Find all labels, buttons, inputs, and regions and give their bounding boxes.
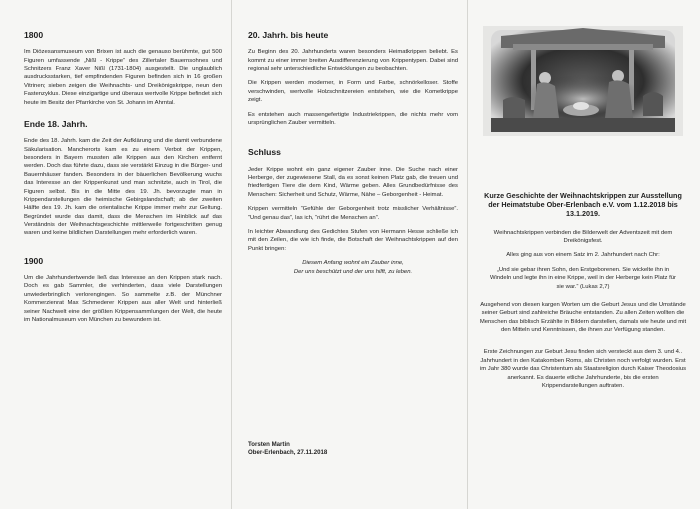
poem <box>248 259 458 276</box>
panel-left <box>24 0 222 509</box>
heading-1800: 1800 <box>24 30 44 40</box>
text-20-jahrh-c: Es entstehen auch massengefertigte Industriekrippen, die nichts mehr vom ursprünglichen Zauber vermitteln. <box>248 111 458 126</box>
panel-right <box>479 0 687 509</box>
fold-line-right <box>467 0 468 509</box>
brochure-title: Kurze Geschichte der Weihnachtskrippen zur Ausstellung der Heimatstube Ober-Erlenbach e.V. vom 1.12.2018 bis 13.1.2019. <box>484 191 682 219</box>
text-intro-2: Alles ging aus von einem Satz im 2. Jahrhundert nach Chr: <box>506 252 660 259</box>
heading-20-jahrh: 20. Jahrh. bis heute <box>248 30 329 40</box>
heading-schluss: Schluss <box>248 147 281 158</box>
text-intro-4: Erste Zeichnungen zur Geburt Jesu finden sich versteckt aus dem 3. und 4.. Jahrhundert in den Katakomben Roms, als Christen noch verfolgt wurden. Erst im Jahr 380 wurde das Christentum als Staatsreligion durch Kaiser Theodosius anerkannt. Es dauerte etliche Jahrhunderte, bis die ersten Krippendarstellungen auftraten. <box>479 349 687 389</box>
text-schluss-3: In leichter Abwandlung des Gedichtes Stufen von Hermann Hesse schließe ich mit den Zeilen, die wie ich finde, die Botschaft der Weihnachtskrippen auf den Punkt bringen: <box>248 228 458 252</box>
bible-quote: „Und sie gebar ihren Sohn, den Erstgeborenen. Sie wickelte ihn in Windeln und legte ihn in eine Krippe, weil in der Herberge kein Platz für sie war.“ (Lukas 2,7) <box>490 266 676 290</box>
poem-line-2: Der uns beschützt und der uns hilft, zu leben. <box>293 268 413 275</box>
author-place-date: Ober-Erlenbach, 27.11.2018 <box>248 449 328 457</box>
nativity-scene-photo <box>483 26 683 136</box>
text-schluss-1: Jeder Krippe wohnt ein ganz eigener Zauber inne. Die Suche nach einer Herberge, der zugewiesene Stall, da es sonst keinen Platz gab, die treuen und friedfertigen Tiere die dem Kind, Wärme geben. Alles Grundbedürfnisse des Menschen: Sicherheit und Schutz, Wärme, Nähe – Geborgenheit - Heimat. <box>248 166 458 198</box>
text-schluss-2: Krippen vermitteln “Gefühle der Geborgenheit trotz misslicher Verhältnisse”. “Und genau das”, las ich, “rührt die Menschen an”. <box>248 206 458 221</box>
poem-line-1: Diesem Anfang wohnt ein Zauber inne, <box>302 260 404 266</box>
heading-ende-18-jahrh: Ende 18. Jahrh. <box>24 118 88 129</box>
text-20-jahrh-a: Zu Beginn des 20. Jahrhunderts waren besonders Heimatkrippen beliebt. Es kommt zu einer immer breiten Ausdifferenzierung von Krippentypen. Dabei sind regional sehr unterschiedliche Entwicklungen zu beobachten. <box>248 49 458 73</box>
author-signature <box>248 441 327 457</box>
heading-1900: 1900 <box>24 255 44 266</box>
panel-middle <box>248 0 458 509</box>
text-20-jahrh-b: Die Krippen werden moderner, in Form und Farbe, schnörkelloser. Stoffe verschwinden, wertvolle Holzschnitzereien entstehen, wie die Kometkrippe zeigt. <box>248 80 458 104</box>
text-intro-1: Weihnachtskrippen verbinden die Bilderwelt der Adventszeit mit dem Dreikönigsfest. <box>493 229 673 245</box>
text-ende-18-jahrh: Ende des 18. Jahrh. kam die Zeit der Aufklärung und die damit verbundene Säkularisation. Mancherorts kam es zu einem Verbot der Krippen, besonders in Bayern mussten alle Krippen aus den Kirchen entfernt werden. Doch das führte dazu, dass sie verstärkt Einzug in die Bürger- und Bauernhäuser fanden. Besonders in der bäuerlichen Bevölkerung wuchs das Interesse an der Krippenkunst und man schnitzte, auch in Tirol, die Figuren selbst. Bis in die Mitte des 19. Jh. bevorzugte man in Krippendarstellungen die heimische Gebirgslandschaft; ab der zweiten Hälfte des 19. Jh. kam die orientalische Krippe immer mehr zur Geltung. Begründet wurde das damit, dass die Menschen im Hinblick auf das Verständnis der Weihnachtsgeschichte mittlerweile fortgeschritten genug waren und keine bildlichen Darstellungen mehr erforderlich waren. <box>24 138 222 237</box>
author-name: Torsten Martin <box>248 441 290 448</box>
text-1900: Um die Jahrhundertwende ließ das Interesse an den Krippen stark nach. Doch es gab Sammler, die verhinderten, dass viele Darstellungen unwiederbringlich verlorengingen. So sammelte z.B. der Münchner Kommerzienrat Max Schmederer Krippen aus aller Welt und hinterließ seiner Nachwelt eine der größten Krippensammlungen der Welt, die heute im Nationalmuseum von München zu bewundern ist. <box>24 275 222 323</box>
text-1800: Im Diözesansmuseum von Brixen ist auch die genauso berühmte, gut 500 Figuren umfassende „Nißl - Krippe“ des Zillertaler Bauernsohnes und Schnitzers Franz Xaver Nißl (1731-1804) ausgestellt. Die unglaublich ausdrucksstarken, tief empfindenden Figuren befinden sich in 16 großen Vitrinen; sieben zeigen die Weihnachts- und Dreikönigskrippe, neun den Fastenzyklus. Diese einzigartige und überaus wertvolle Krippe befindet sich heute im Besitz der Pfarrkirche von St. Johann im Ahrntal. <box>24 49 222 106</box>
fold-line-left <box>231 0 232 509</box>
text-intro-3: Ausgehend von diesen kargen Worten um die Geburt Jesus und die Umstände seiner Geburt sind zahlreiche Bräuche entstanden. Zu allen Zeiten wollten die Menschen das biblisch Erzählte in Bildern darstellen, damals wie heute und mit den Mitteln und Kenntnissen, die ihnen zur Verfügung standen. <box>479 301 687 334</box>
